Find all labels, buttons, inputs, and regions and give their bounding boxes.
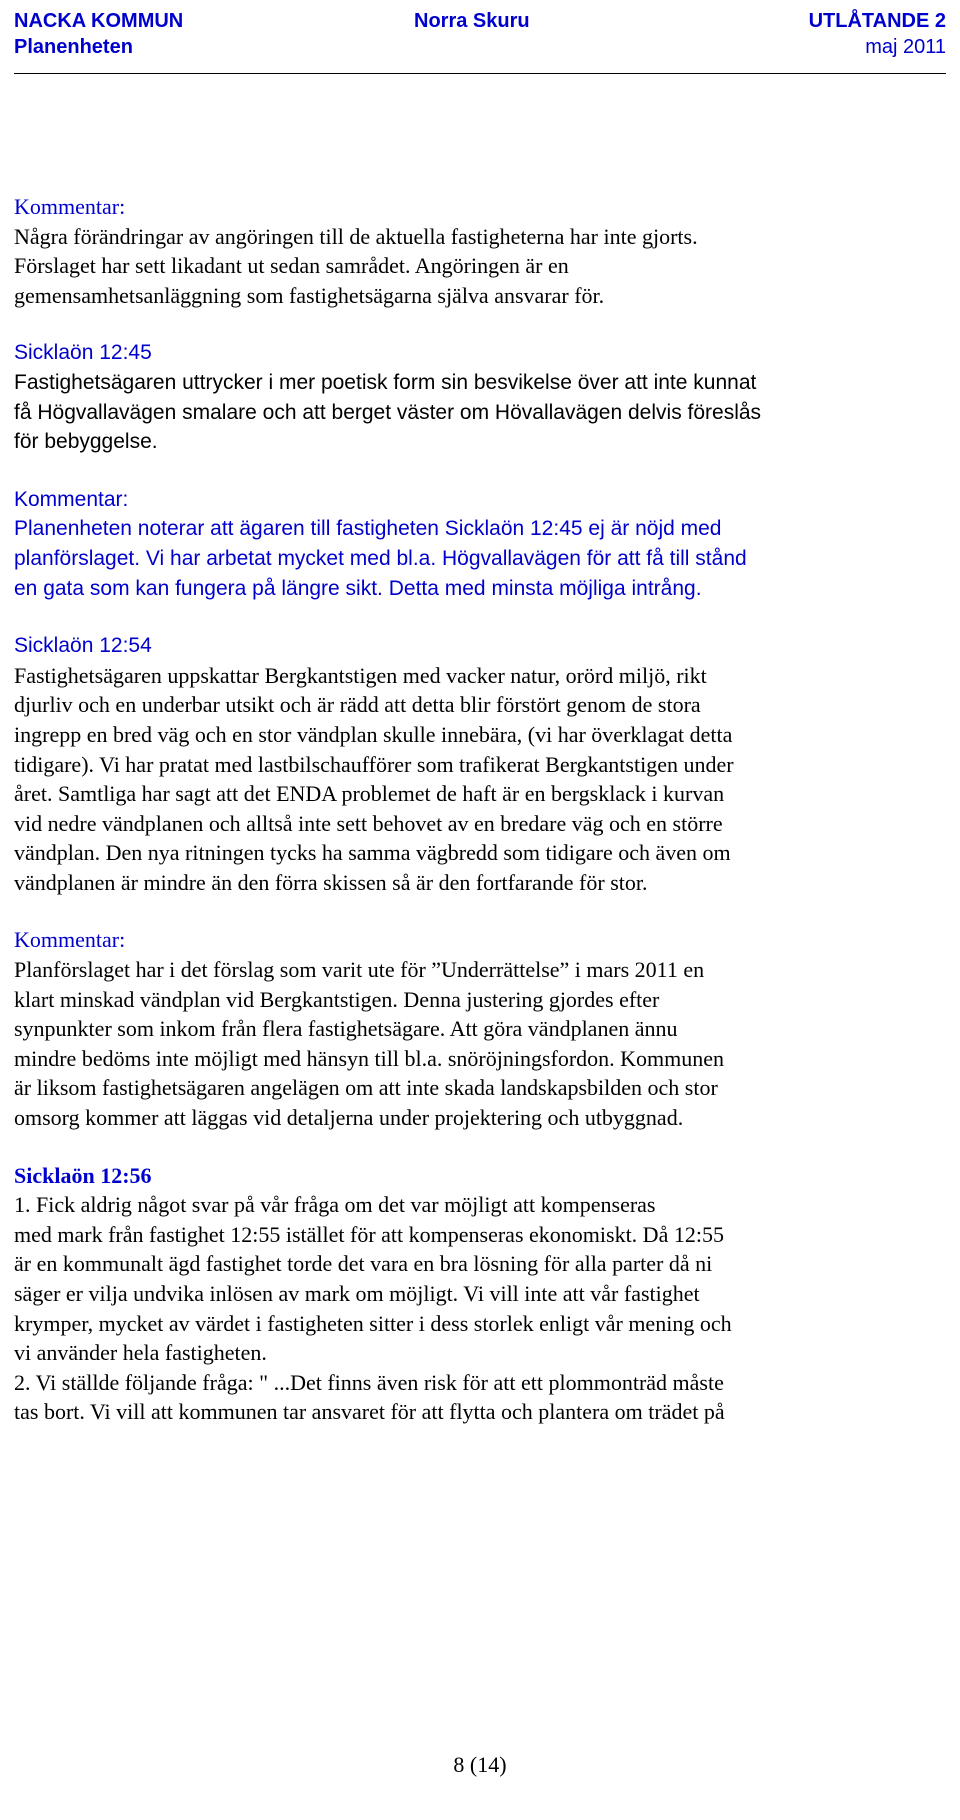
text-line: tas bort. Vi vill att kommunen tar ansvaret för att flytta och plantera om trädet på xyxy=(14,1399,725,1425)
document-body xyxy=(14,192,946,1455)
text-line: för bebyggelse. xyxy=(14,430,158,454)
text-line: är liksom fastighetsägaren angelägen om att inte skada landskapsbilden och stor xyxy=(14,1075,718,1101)
text-line: ingrepp en bred väg och en stor vändplan skulle innebära, (vi har överklagat detta xyxy=(14,721,733,747)
text-line: tidigare). Vi har pratat med lastbilschaufförer som trafikerat Bergkantstigen under xyxy=(14,751,734,777)
text-line: djurliv och en underbar utsikt och är rädd att detta blir förstört genom de stora xyxy=(14,692,701,718)
comment-block-3 xyxy=(14,925,946,1132)
property-heading: Sicklaön 12:54 xyxy=(14,634,152,658)
text-line: året. Samtliga har sagt att det ENDA problemet de haft är en bergsklack i kurvan xyxy=(14,781,725,807)
text-line: vid nedre vändplanen och alltså inte sett behovet av en bredare väg och en större xyxy=(14,810,723,836)
text-line: säger er vilja undvika inlösen av mark om möjligt. Vi vill inte att vår fastighet xyxy=(14,1281,700,1306)
comment-label: Kommentar: xyxy=(14,927,126,953)
text-line: krymper, mycket av värdet i fastigheten sitter i dess storlek enligt vår mening och xyxy=(14,1310,732,1336)
text-line: synpunkter som inkom från flera fastighetsägare. Att göra vändplanen ännu xyxy=(14,1016,678,1042)
text-line: gemensamhetsanläggning som fastighetsägarna själva ansvarar för. xyxy=(14,282,605,308)
comment-block-2 xyxy=(14,485,946,603)
text-line: vändplanen är mindre än den förra skissen så är den fortfarande för stor. xyxy=(14,869,648,895)
text-line: Planförslaget har i det förslag som varit ute för ”Underrättelse” i mars 2011 en xyxy=(14,957,705,983)
property-block-12-45 xyxy=(14,338,946,456)
header-project: Norra Skuru xyxy=(414,10,530,32)
text-line: klart minskad vändplan vid Bergkantstigen. Denna justering gjordes efter xyxy=(14,986,660,1012)
text-line: mindre bedöms inte möjligt med hänsyn till bl.a. snöröjningsfordon. Kommunen xyxy=(14,1045,725,1071)
text-line: med mark från fastighet 12:55 istället för att kompenseras ekonomiskt. Då 12:55 xyxy=(14,1221,724,1247)
text-line: Förslaget har sett likadant ut sedan samrådet. Angöringen är en xyxy=(14,253,569,279)
property-heading: Sicklaön 12:45 xyxy=(14,341,152,365)
property-block-12-54 xyxy=(14,631,946,897)
comment-label: Kommentar: xyxy=(14,487,129,511)
text-line: Några förändringar av angöringen till de aktuella fastigheterna har inte gjorts. xyxy=(14,223,698,249)
text-line: är en kommunalt ägd fastighet torde det vara en bra lösning för alla parter då ni xyxy=(14,1251,713,1277)
text-line: vändplan. Den nya ritningen tycks ha samma vägbredd som tidigare och även om xyxy=(14,840,731,866)
page-header xyxy=(14,4,946,74)
text-line: få Högvallavägen smalare och att berget väster om Hövallavägen delvis föreslås xyxy=(14,400,762,424)
header-dept: Planenheten xyxy=(14,36,133,58)
header-org: NACKA KOMMUN xyxy=(14,10,184,32)
text-line: omsorg kommer att läggas vid detaljerna under projektering och utbyggnad. xyxy=(14,1105,684,1131)
header-row-2 xyxy=(14,32,946,62)
text-line: 2. Vi ställde följande fråga: " ...Det finns även risk för att ett plommonträd måste xyxy=(14,1369,724,1395)
text-line: Fastighetsägaren uppskattar Bergkantstigen med vacker natur, orörd miljö, rikt xyxy=(14,662,707,688)
text-line: 1. Fick aldrig något svar på vår fråga om det var möjligt att kompenseras xyxy=(14,1192,656,1218)
text-line: Planenheten noterar att ägaren till fastigheten Sicklaön 12:45 ej är nöjd med xyxy=(14,517,722,541)
property-block-12-56 xyxy=(14,1161,946,1427)
comment-block-1 xyxy=(14,192,946,310)
property-heading: Sicklaön 12:56 xyxy=(14,1162,152,1188)
text-line: planförslaget. Vi har arbetat mycket med bl.a. Högvallavägen för att få till stånd xyxy=(14,546,747,570)
text-line: Fastighetsägaren uttrycker i mer poetisk form sin besvikelse över att inte kunnat xyxy=(14,370,757,394)
header-date: maj 2011 xyxy=(865,36,946,58)
text-line: en gata som kan fungera på längre sikt. Detta med minsta möjliga intrång. xyxy=(14,576,702,600)
comment-label: Kommentar: xyxy=(14,194,126,219)
header-doc-type: UTLÅTANDE 2 xyxy=(808,10,946,32)
text-line: vi använder hela fastigheten. xyxy=(14,1340,267,1366)
page-number: 8 (14) xyxy=(453,1752,507,1777)
